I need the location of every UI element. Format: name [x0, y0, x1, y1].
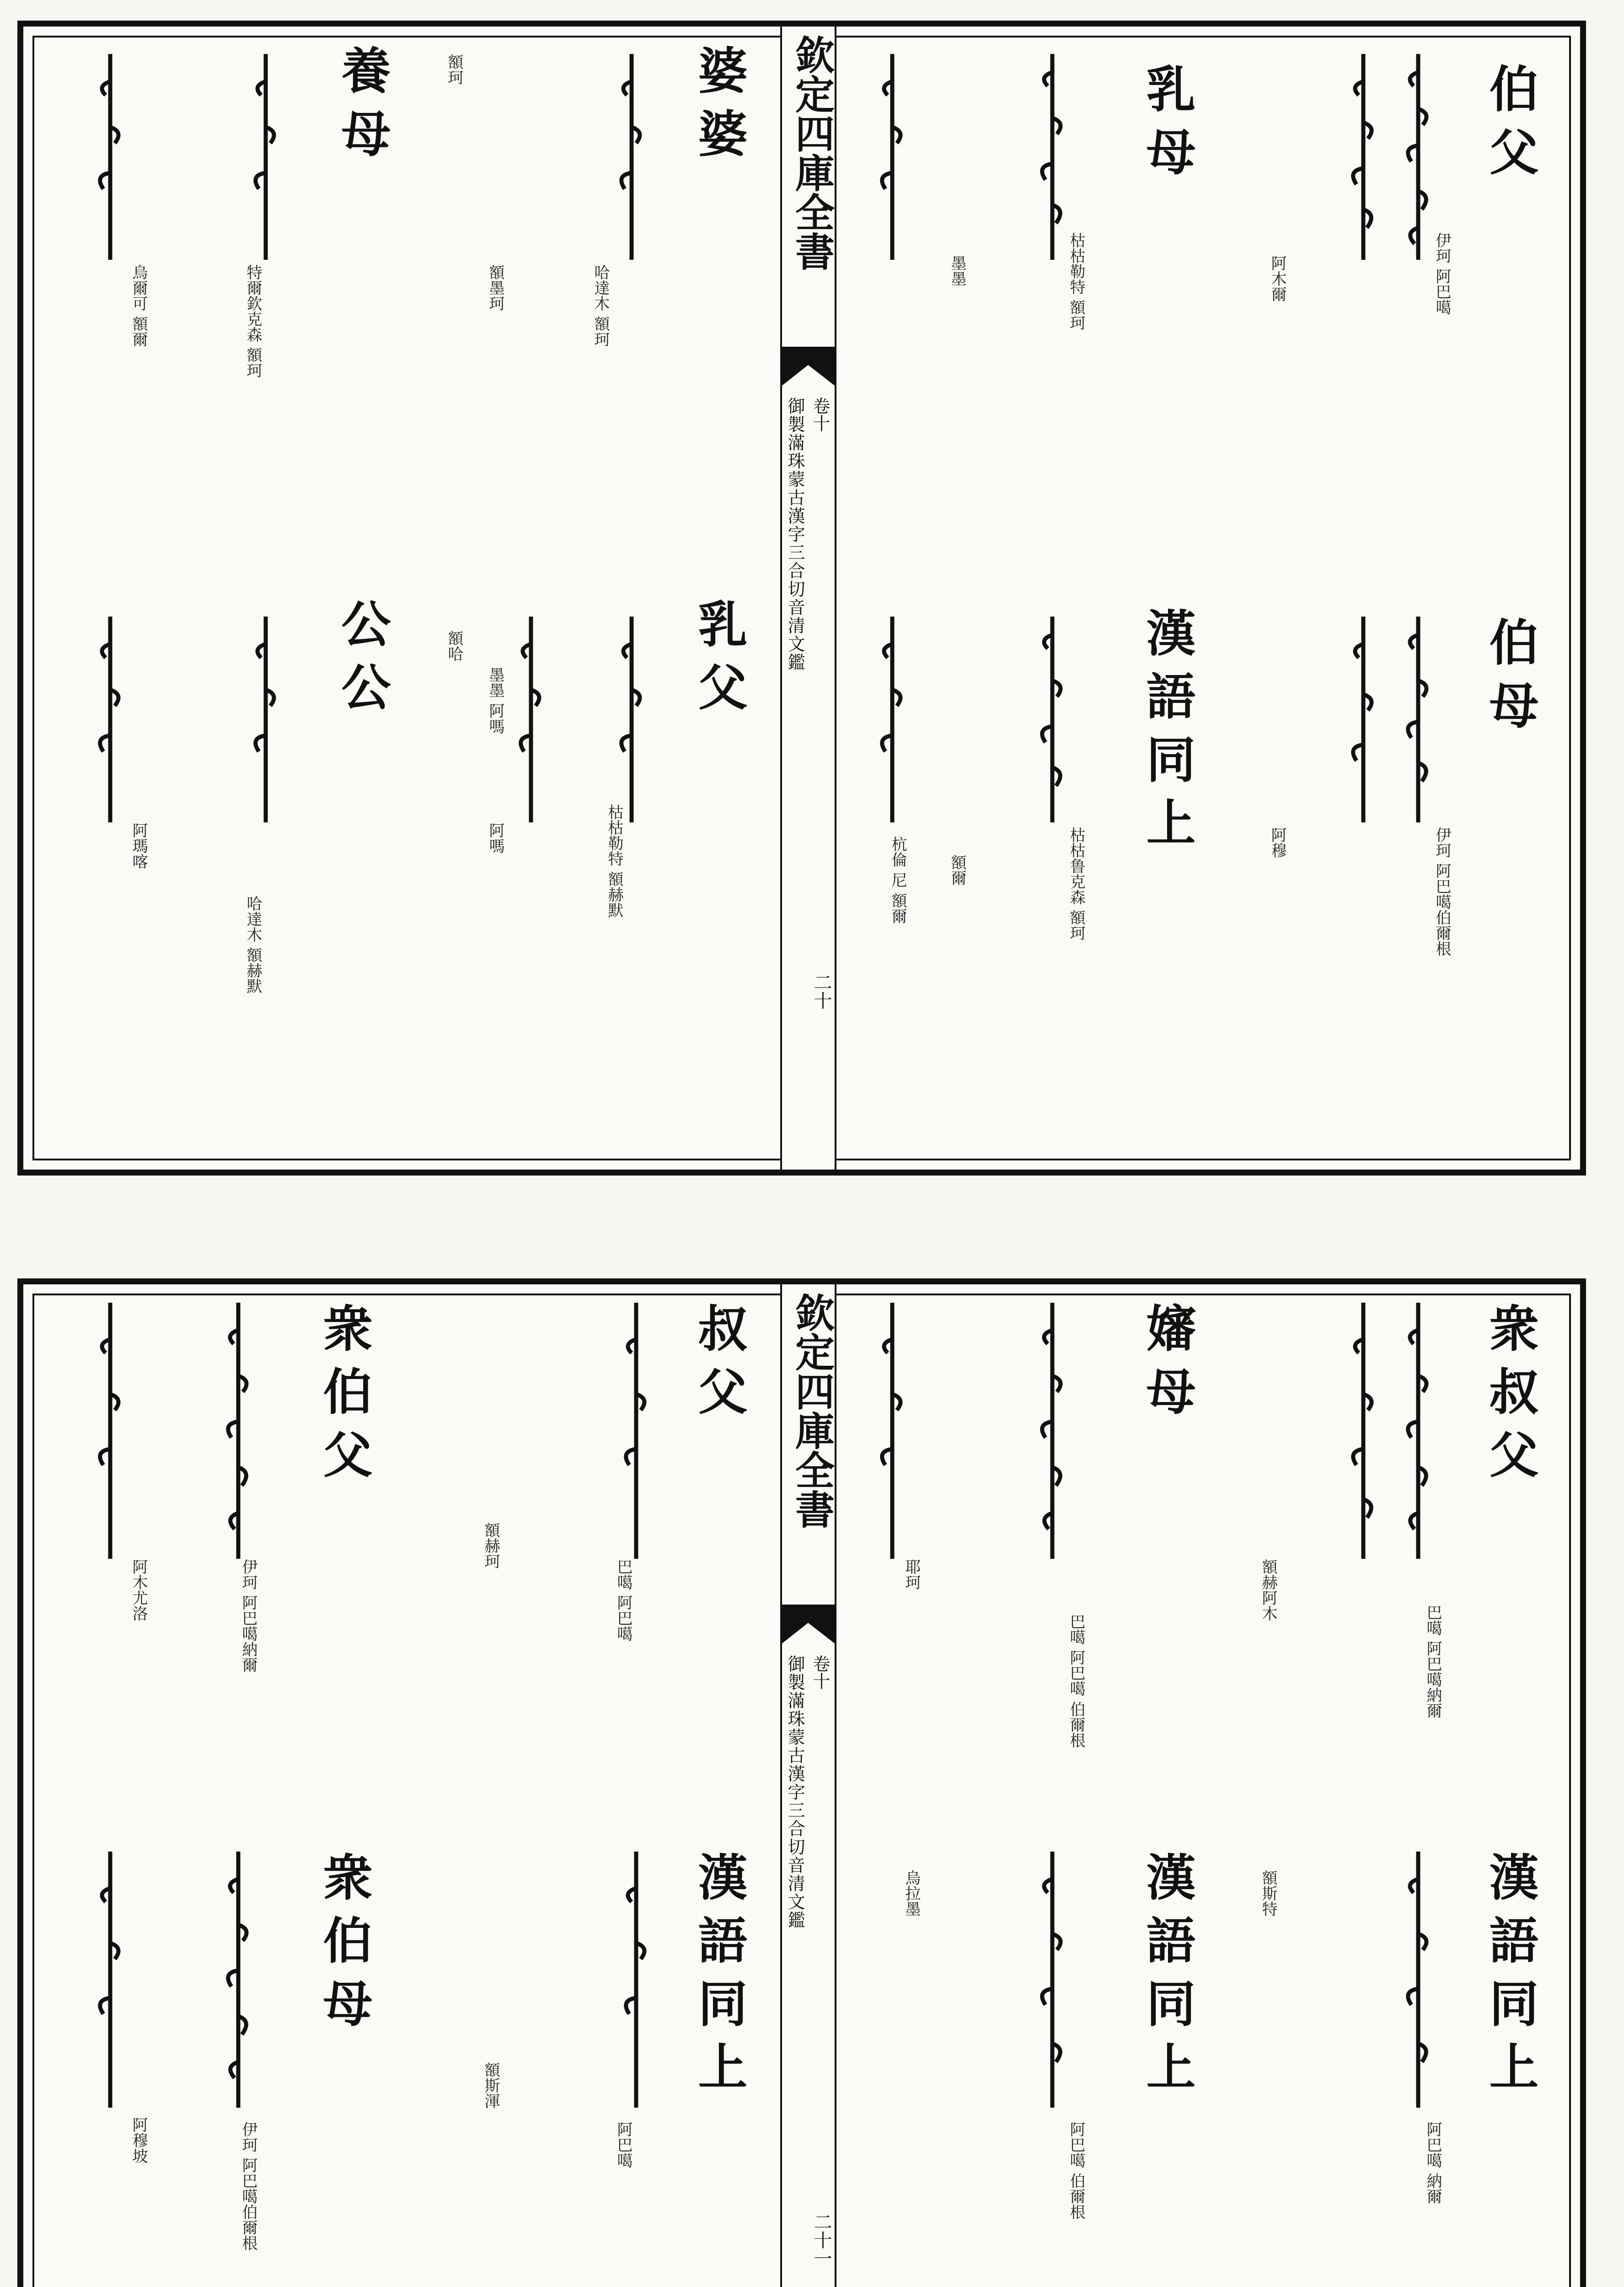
bottom-entry-7-pron: 伊珂 阿巴噶納爾: [239, 1559, 257, 1673]
top-script-col-1: [1395, 54, 1441, 260]
top-note-12: 阿瑪喀: [129, 822, 148, 869]
top-script-col-12: [243, 54, 289, 260]
bottom-note-5: 額赫珂: [482, 1522, 500, 1569]
top-entry-3-term: 乳母: [1138, 63, 1195, 189]
bottom-entry-4-pron: 阿巴噶 伯爾根: [1067, 2121, 1085, 2220]
bottom-script-col-12: [87, 1852, 133, 2108]
top-entry-5-pron: 哈達木 額珂: [591, 264, 610, 347]
top-entry-7: [334, 45, 389, 171]
top-note-9: 墨墨 阿嗎: [486, 667, 504, 734]
bottom-script-col-3: [1395, 1852, 1441, 2108]
bottom-entry-2-term: 漢語同上: [1481, 1852, 1538, 2104]
bottom-entry-8-pron: 伊珂 阿巴噶伯爾根: [239, 2121, 257, 2251]
bottom-entry-6-pron: 阿巴噶: [614, 2121, 632, 2168]
top-script-col-2: [1340, 54, 1386, 260]
top-note-10: 杭倫 尼 額爾: [889, 836, 907, 924]
top-entry-3-pron: 枯枯勒特 額珂: [1067, 232, 1085, 331]
top-script-col-3: [1395, 617, 1441, 822]
bottom-fishtail-mark: [782, 1605, 835, 1643]
bottom-script-col-2: [1340, 1303, 1386, 1559]
bottom-note-3: 耶珂: [902, 1559, 921, 1590]
bottom-script-col-4: [1029, 1303, 1075, 1559]
bottom-center-subtitle: 御製滿珠蒙古漢字三合切音清文鑑: [785, 1655, 805, 1929]
top-script-col-4: [1340, 617, 1386, 822]
bottom-entry-2: [1482, 1852, 1537, 2104]
bottom-entry-4-term: 漢語同上: [1138, 1852, 1195, 2104]
top-note-5: 額墨珂: [486, 264, 504, 311]
top-fishtail-mark: [782, 347, 835, 386]
bottom-center-volume: 卷十: [810, 1655, 830, 1690]
top-script-col-8: [869, 617, 915, 822]
top-entry-2-pron: 伊珂 阿巴噶伯爾根: [1433, 827, 1451, 956]
top-page: [17, 21, 1586, 1176]
bottom-entry-5-pron: 巴噶 阿巴噶: [614, 1559, 632, 1642]
top-entry-8: [334, 598, 389, 725]
top-entry-6-term: 乳父: [690, 598, 747, 725]
bottom-entry-8: [316, 1852, 371, 2041]
top-center-title: 欽定四庫全書: [788, 35, 835, 271]
bottom-entry-1-term: 衆叔父: [1481, 1303, 1538, 1492]
top-entry-4-term: 漢語同上: [1138, 607, 1195, 860]
top-page-number: 二十: [811, 973, 832, 1009]
bottom-entry-3-pron: 巴噶 阿巴噶 伯爾根: [1067, 1614, 1085, 1748]
bottom-note-7: 阿木尤洛: [129, 1559, 148, 1621]
top-script-col-15: [87, 617, 133, 822]
bottom-entry-1-pron: 巴噶 阿巴噶納爾: [1424, 1605, 1442, 1718]
top-script-col-7: [1029, 617, 1075, 822]
bottom-entry-3-term: 嬸母: [1138, 1303, 1195, 1429]
top-entry-5: [691, 45, 746, 171]
top-entry-2-term: 伯母: [1481, 617, 1538, 743]
top-entry-5-term: 婆婆: [690, 45, 747, 171]
bottom-note-2: 額斯特: [1259, 1870, 1277, 1917]
top-center-strip: [780, 27, 836, 1170]
bottom-script-col-7: [613, 1303, 659, 1559]
bottom-center-title: 欽定四庫全書: [788, 1293, 835, 1529]
bottom-script-col-8: [613, 1852, 659, 2108]
bottom-entry-8-term: 衆伯母: [315, 1852, 372, 2041]
top-center-subtitle: 御製滿珠蒙古漢字三合切音清文鑑: [785, 397, 805, 671]
bottom-entry-1: [1482, 1303, 1537, 1492]
top-entry-6-pron: 枯枯勒特 額赫默: [605, 804, 623, 918]
bottom-entry-4: [1139, 1852, 1194, 2104]
top-entry-1-term: 伯父: [1481, 63, 1538, 189]
top-script-col-10: [609, 617, 654, 822]
top-entry-8-pron: 哈達木 額赫默: [244, 896, 262, 994]
top-entry-2: [1482, 617, 1537, 743]
bottom-script-col-5: [869, 1303, 915, 1559]
top-note-6: 額哈: [445, 630, 463, 661]
bottom-entry-6-term: 漢語同上: [690, 1852, 747, 2104]
top-note-7: 額珂: [445, 54, 463, 85]
bottom-script-col-1: [1395, 1303, 1441, 1559]
top-entry-6: [691, 598, 746, 725]
top-note-11: 烏爾可 額爾: [129, 264, 148, 347]
top-script-col-13: [87, 54, 133, 260]
top-entry-1: [1482, 63, 1537, 189]
bottom-entry-6: [691, 1852, 746, 2104]
top-script-col-6: [869, 54, 915, 260]
bottom-page: [17, 1278, 1586, 2287]
bottom-entry-3: [1139, 1303, 1194, 1429]
bottom-note-4: 烏拉墨: [902, 1870, 921, 1917]
bottom-entry-7-term: 衆伯父: [315, 1303, 372, 1492]
top-script-col-11: [508, 617, 554, 822]
bottom-entry-5-term: 叔父: [690, 1303, 747, 1429]
top-note-1: 阿木爾: [1268, 255, 1286, 302]
top-note-8: 阿嗎: [486, 822, 504, 854]
bottom-note-1: 額赫阿木: [1259, 1559, 1277, 1621]
top-entry-8-term: 公公: [333, 598, 391, 725]
top-note-2: 阿穆: [1268, 827, 1286, 858]
bottom-note-8: 阿穆坡: [129, 2117, 148, 2164]
top-center-volume: 卷十: [810, 397, 830, 432]
bottom-entry-2-pron: 阿巴噶 納爾: [1424, 2121, 1442, 2204]
top-entry-3: [1139, 63, 1194, 189]
bottom-center-strip: [780, 1284, 836, 2287]
bottom-script-col-9: [215, 1303, 261, 1559]
top-entry-7-pron: 特爾欽克森 額珂: [244, 264, 262, 378]
top-entry-4: [1139, 607, 1194, 860]
bottom-script-col-6: [1029, 1852, 1075, 2108]
top-note-4: 額爾: [948, 854, 966, 886]
bottom-page-number: 二十一: [811, 2212, 832, 2267]
top-note-3: 墨墨: [948, 255, 966, 286]
top-entry-1-pron: 伊珂 阿巴噶: [1433, 232, 1451, 315]
bottom-entry-5: [691, 1303, 746, 1429]
top-script-col-5: [1029, 54, 1075, 260]
top-script-col-14: [243, 617, 289, 822]
top-entry-4-pron: 枯枯鲁克森 額珂: [1067, 827, 1085, 941]
top-entry-7-term: 養母: [333, 45, 391, 171]
bottom-entry-7: [316, 1303, 371, 1492]
bottom-note-6: 額斯渾: [482, 2062, 500, 2109]
top-script-col-9: [609, 54, 654, 260]
bottom-script-col-10: [87, 1303, 133, 1559]
bottom-script-col-11: [215, 1852, 261, 2108]
